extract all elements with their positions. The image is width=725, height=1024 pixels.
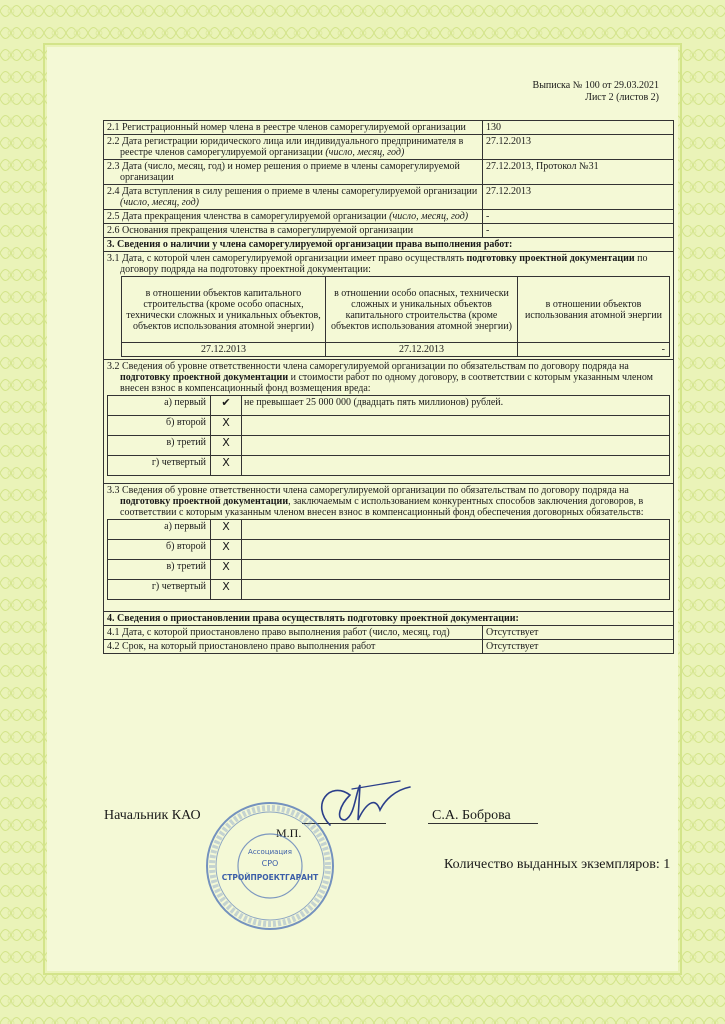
section-4-title: 4. Сведения о приостановлении права осуществлять подготовку проектной документации: [104, 612, 674, 626]
row-4-1 [104, 626, 674, 640]
level-text [242, 416, 670, 436]
main-table [103, 120, 674, 654]
row-value: - [483, 224, 674, 238]
val-capital-objects: 27.12.2013 [122, 343, 326, 357]
section-3-1-text: 3.1 Дата, с которой член саморегулируемой организации имеет право осуществлять подготовку проектной документации по договору подряда на подготовку проектной документации: [107, 253, 648, 275]
copies-count: Количество выданных экземпляров: 1 [444, 857, 671, 872]
section-4-title-row [104, 612, 674, 626]
section-3-2 [104, 360, 674, 484]
level-text [242, 560, 670, 580]
row-2-4 [104, 185, 674, 210]
section-3-1-row [104, 252, 674, 360]
section-3-3-text: 3.3 Сведения об уровне ответственности члена саморегулируемой организации по обязательствам по договору подряда на подготовку проектной документации, заключаемым с использованием конкурентных способов заключения договоров, в соответствии с которым указанным членом внесен взнос в компенсационный фонд обеспечения договорных обязательств: [107, 485, 644, 518]
level-label: в) третий [108, 560, 211, 580]
row-label: 2.5 Дата прекращения членства в саморегулируемой организации (число, месяц, год) [104, 210, 483, 224]
val-atomic-objects: - [518, 343, 670, 357]
seal-text-1: Ассоциация [248, 848, 292, 856]
cross-mark-icon: X [211, 560, 242, 580]
level-text [242, 456, 670, 476]
level-text [242, 436, 670, 456]
liability-levels-contracts [107, 519, 670, 600]
level-label: а) первый [108, 520, 211, 540]
val-dangerous-objects: 27.12.2013 [326, 343, 518, 357]
cross-mark-icon: X [211, 456, 242, 476]
row-label: 2.3 Дата (число, месяц, год) и номер решения о приеме в члены саморегулируемой организации [104, 160, 483, 185]
row-2-6 [104, 224, 674, 238]
section-3-title-row [104, 238, 674, 252]
section-3-1 [104, 252, 674, 360]
row-label: 2.4 Дата вступления в силу решения о приеме в члены саморегулируемой организации (число, месяц, год) [104, 185, 483, 210]
cross-mark-icon: X [211, 416, 242, 436]
check-mark-icon: ✔ [211, 396, 242, 416]
section-3-2-row [104, 360, 674, 484]
level-label: г) четвертый [108, 456, 211, 476]
seal-text-3: СТРОЙПРОЕКТГАРАНТ [221, 873, 319, 882]
row-label: 2.2 Дата регистрации юридического лица или индивидуального предпринимателя в реестре членов саморегулируемой организации (число, месяц, год) [104, 135, 483, 160]
seal-text-2: СРО [261, 859, 279, 868]
section-3-3-row [104, 484, 674, 612]
row-value: Отсутствует [483, 626, 674, 640]
level-row [108, 456, 670, 476]
level-row [108, 416, 670, 436]
cross-mark-icon: X [211, 580, 242, 600]
level-label: г) четвертый [108, 580, 211, 600]
work-rights-table [121, 276, 670, 357]
cross-mark-icon: X [211, 520, 242, 540]
liability-levels-harm [107, 395, 670, 476]
level-label: б) второй [108, 416, 211, 436]
row-value: Отсутствует [483, 640, 674, 654]
extract-number: Выписка № 100 от 29.03.2021 [532, 80, 659, 91]
row-label: 4.1 Дата, с которой приостановлено право выполнения работ (число, месяц, год) [104, 626, 483, 640]
row-2-1 [104, 121, 674, 135]
sheet-number: Лист 2 (листов 2) [585, 92, 659, 103]
col-capital-objects: в отношении объектов капитального строительства (кроме особо опасных, технически сложных и уникальных объектов, объектов использования атомной энергии) [122, 277, 326, 343]
row-2-5 [104, 210, 674, 224]
level-label: а) первый [108, 396, 211, 416]
level-text: не превышает 25 000 000 (двадцать пять миллионов) рублей. [242, 396, 670, 416]
level-row [108, 436, 670, 456]
row-label: 4.2 Срок, на который приостановлено право выполнения работ [104, 640, 483, 654]
level-label: в) третий [108, 436, 211, 456]
row-value: 130 [483, 121, 674, 135]
seal-place-label: М.П. [276, 826, 302, 840]
row-value: - [483, 210, 674, 224]
row-2-3 [104, 160, 674, 185]
row-label: 2.6 Основания прекращения членства в саморегулируемой организации [104, 224, 483, 238]
level-row [108, 540, 670, 560]
handwritten-signature [300, 775, 420, 835]
section-3-3 [104, 484, 674, 612]
level-row [108, 520, 670, 540]
row-label: 2.1 Регистрационный номер члена в реестре членов саморегулируемой организации [104, 121, 483, 135]
cross-mark-icon: X [211, 436, 242, 456]
row-value: 27.12.2013, Протокол №31 [483, 160, 674, 185]
col-dangerous-objects: в отношении особо опасных, технически сложных и уникальных объектов капитального строительства (кроме объектов использования атомной энергии) [326, 277, 518, 343]
row-2-2 [104, 135, 674, 160]
level-text [242, 540, 670, 560]
row-value: 27.12.2013 [483, 135, 674, 160]
cross-mark-icon: X [211, 540, 242, 560]
section-3-title: 3. Сведения о наличии у члена саморегулируемой организации права выполнения работ: [104, 238, 674, 252]
level-row [108, 396, 670, 416]
signatory-name: С.А. Боброва [432, 808, 511, 823]
level-text [242, 580, 670, 600]
level-text [242, 520, 670, 540]
row-4-2 [104, 640, 674, 654]
row-value: 27.12.2013 [483, 185, 674, 210]
col-atomic-objects: в отношении объектов использования атомной энергии [518, 277, 670, 343]
section-3-2-text: 3.2 Сведения об уровне ответственности члена саморегулируемой организации по обязательствам по договору подряда на подготовку проектной документации и стоимости работ по одному договору, в соответствии с которым указанным членом внесен взнос в компенсационный фонд возмещения вреда: [107, 361, 653, 394]
level-row [108, 580, 670, 600]
level-label: б) второй [108, 540, 211, 560]
signatory-position: Начальник КАО [104, 808, 201, 823]
level-row [108, 560, 670, 580]
